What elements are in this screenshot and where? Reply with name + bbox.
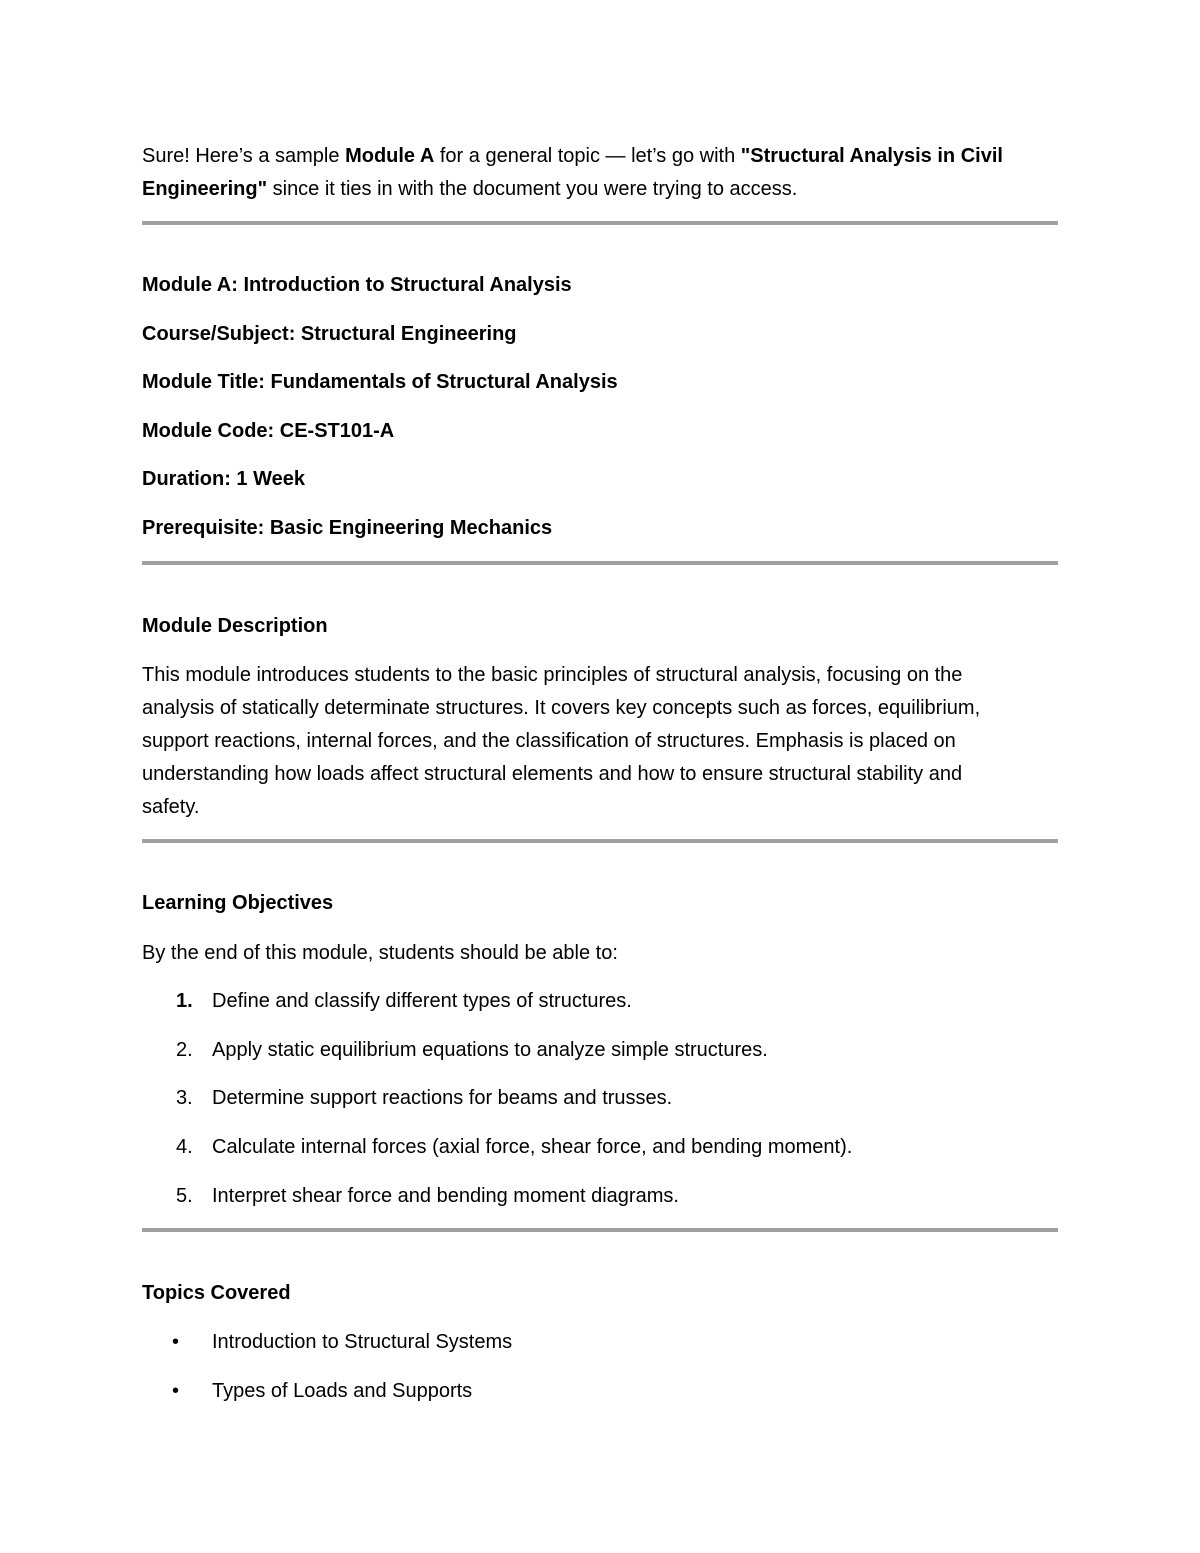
intro-topic-line2: Engineering" [142, 178, 268, 200]
description-line: analysis of statically determinate structures. It covers key concepts such as forces, equilibrium, [142, 697, 981, 719]
topics-heading: Topics Covered [142, 1282, 291, 1304]
divider [142, 221, 1058, 225]
list-number: 1. [176, 990, 193, 1012]
description-line: understanding how loads affect structural elements and how to ensure structural stability and [142, 763, 963, 785]
intro-pre: Sure! Here’s a sample [142, 145, 346, 167]
intro-mid: for a general topic — let’s go with [434, 145, 741, 167]
description-line: safety. [142, 796, 200, 818]
course-subject: Course/Subject: Structural Engineering [142, 323, 517, 345]
objectives-intro: By the end of this module, students should be able to: [142, 942, 618, 964]
intro-paragraph-line-2 [142, 173, 1058, 206]
module-heading: Module A: Introduction to Structural Analysis [142, 274, 572, 296]
list-text: Types of Loads and Supports [212, 1380, 473, 1402]
description-line: support reactions, internal forces, and the classification of structures. Emphasis is placed on [142, 730, 956, 752]
list-text: Determine support reactions for beams and trusses. [212, 1087, 673, 1109]
intro-paragraph-line-1 [142, 140, 1058, 173]
list-number: 2. [176, 1039, 193, 1061]
module-title: Module Title: Fundamentals of Structural Analysis [142, 371, 618, 393]
intro-module-a: Module A [345, 145, 435, 167]
bullet-icon: • [172, 1331, 180, 1353]
list-text: Apply static equilibrium equations to analyze simple structures. [212, 1039, 768, 1061]
divider [142, 561, 1058, 565]
list-number: 5. [176, 1185, 193, 1207]
list-text: Interpret shear force and bending moment diagrams. [212, 1185, 679, 1207]
list-text: Calculate internal forces (axial force, shear force, and bending moment). [212, 1136, 853, 1158]
duration: Duration: 1 Week [142, 468, 305, 490]
description-line: This module introduces students to the basic principles of structural analysis, focusing on the [142, 664, 963, 686]
list-text: Introduction to Structural Systems [212, 1331, 513, 1353]
bullet-icon: • [172, 1380, 180, 1402]
list-number: 4. [176, 1136, 193, 1158]
description-heading: Module Description [142, 615, 328, 637]
list-text: Define and classify different types of structures. [212, 990, 632, 1012]
objectives-heading: Learning Objectives [142, 892, 334, 914]
module-code: Module Code: CE-ST101-A [142, 420, 395, 442]
divider [142, 1228, 1058, 1232]
prerequisite: Prerequisite: Basic Engineering Mechanics [142, 517, 553, 539]
list-number: 3. [176, 1087, 193, 1109]
intro-topic-line1: "Structural Analysis in Civil [740, 145, 1003, 167]
divider [142, 839, 1058, 843]
intro-post: since it ties in with the document you were trying to access. [267, 178, 798, 200]
